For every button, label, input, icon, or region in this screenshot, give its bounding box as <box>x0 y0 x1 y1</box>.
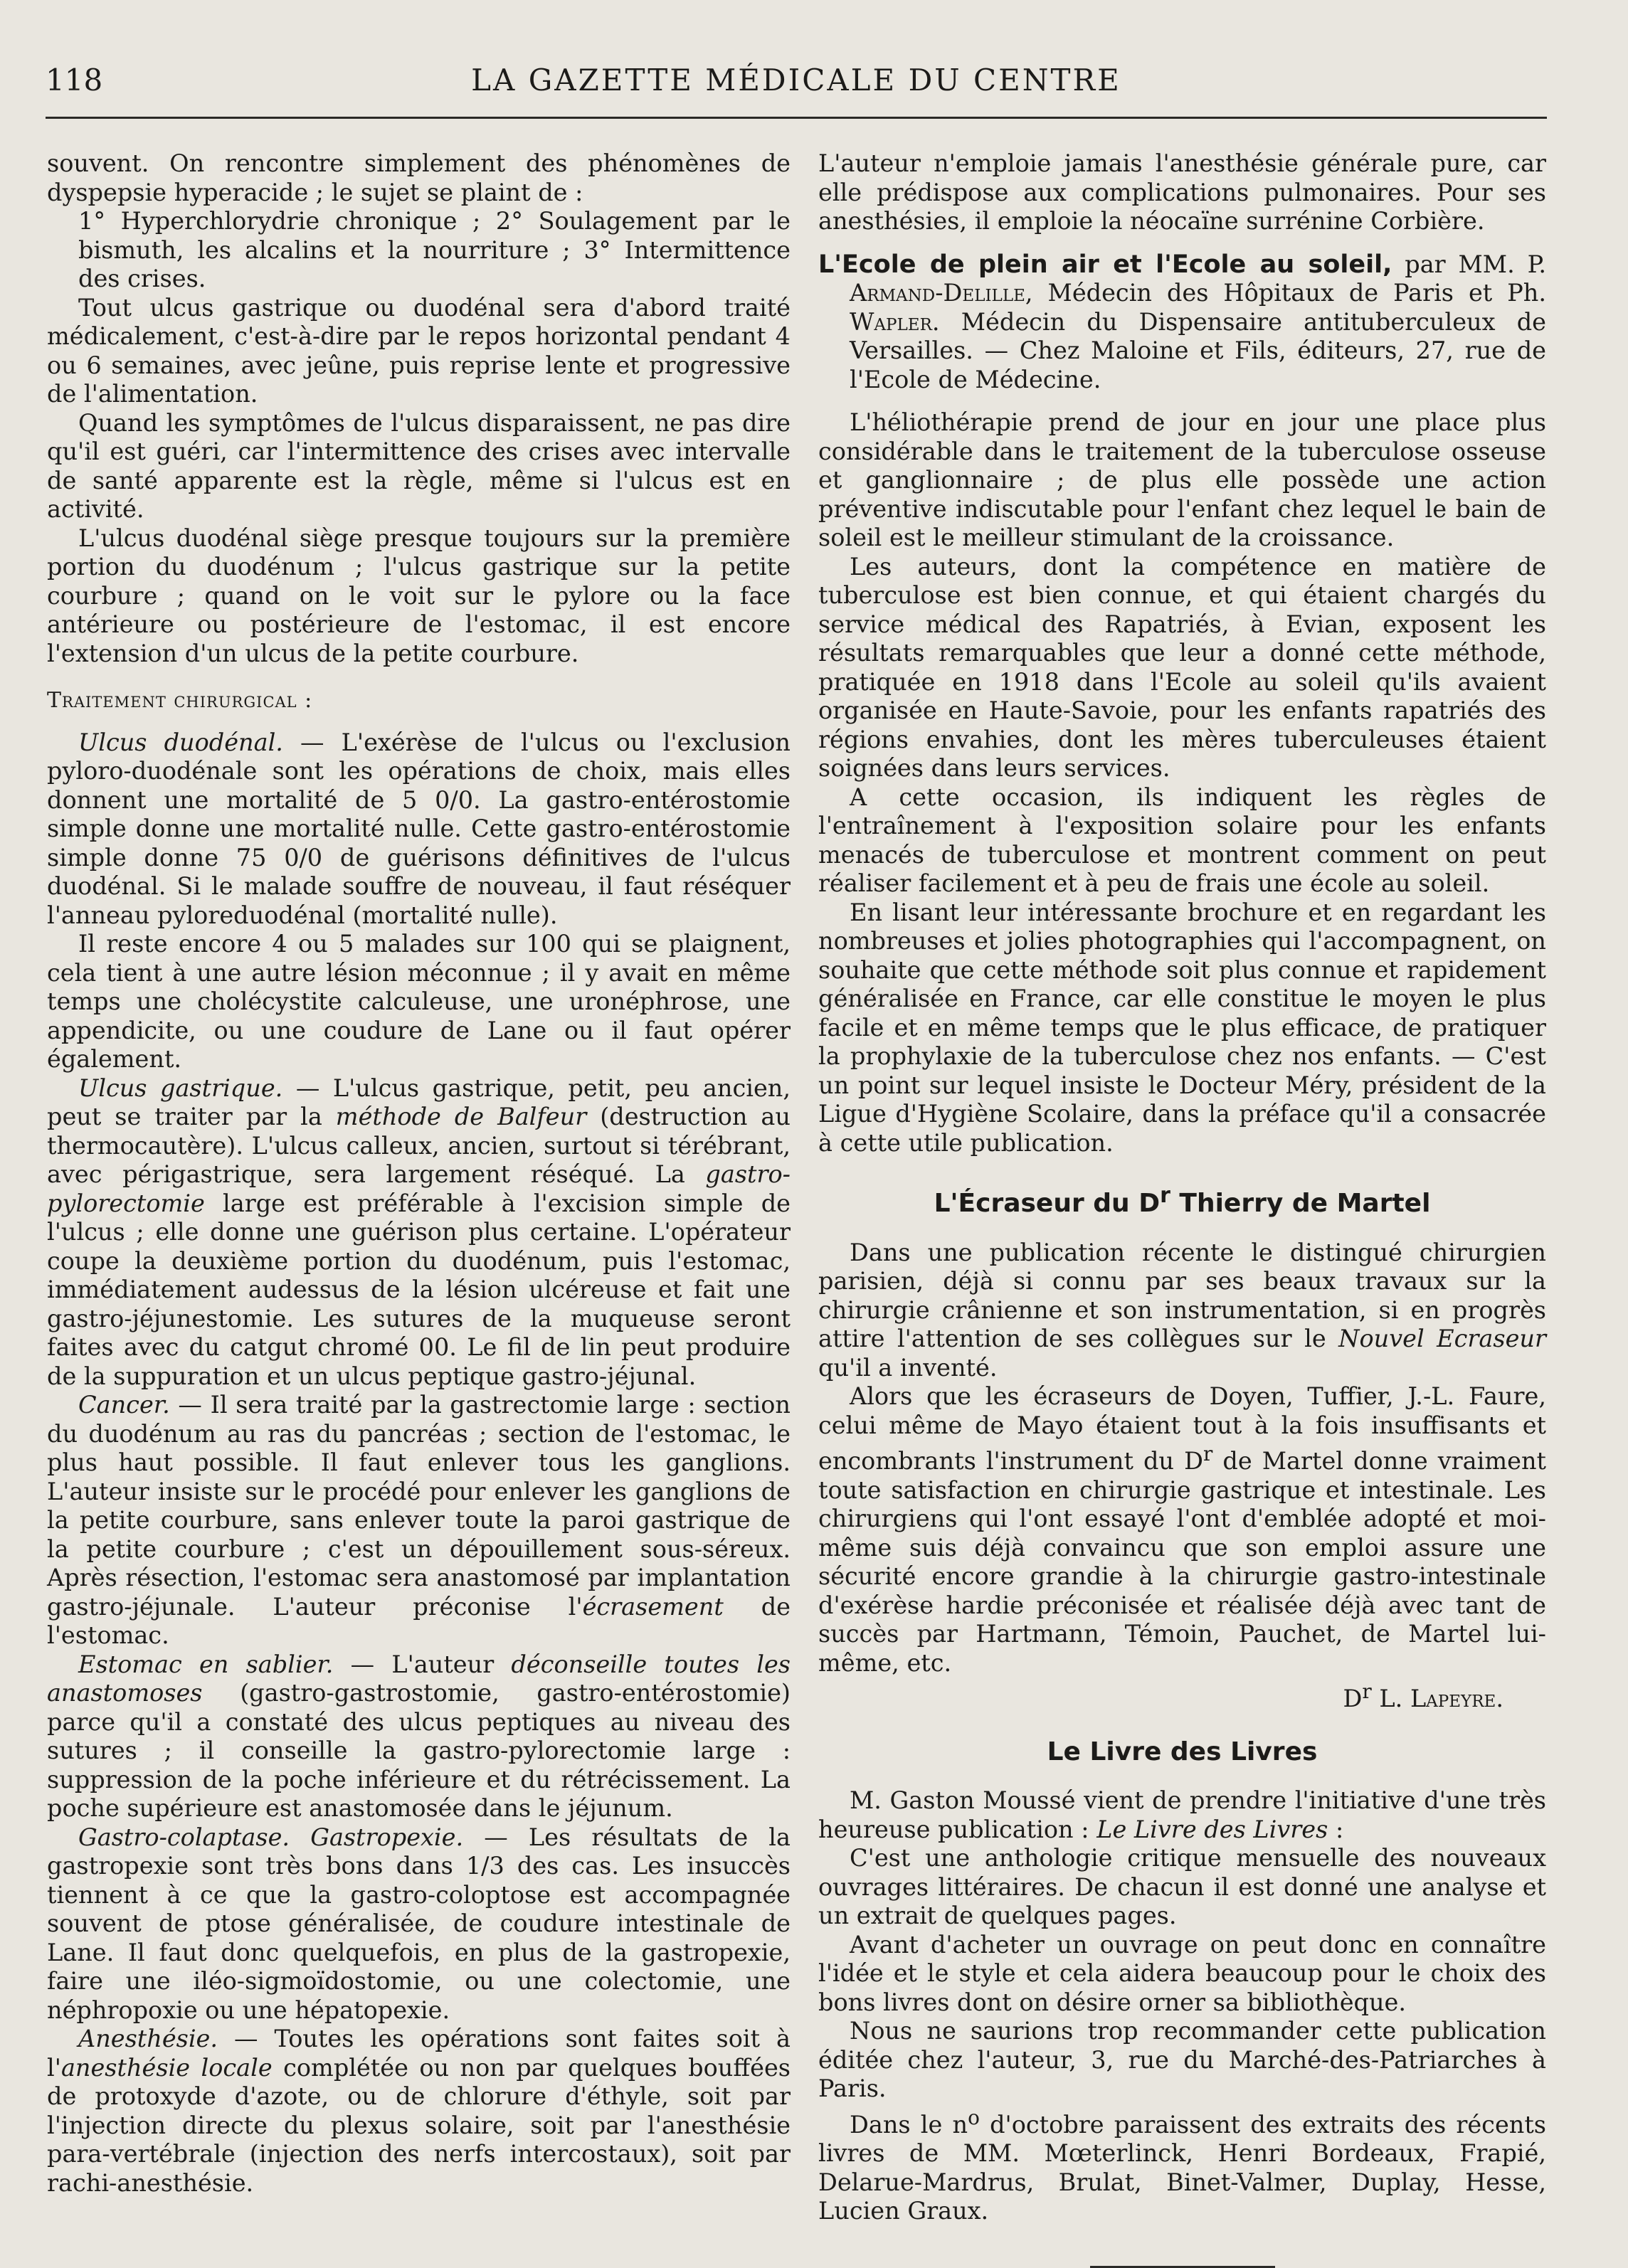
emphasis: anesthésie locale <box>60 2053 273 2082</box>
paragraph: Quand les symptômes de l'ulcus disparaissent, ne pas dire qu'il est guéri, car l'intermittence des crises avec intervalle de santé apparente est la règle, même si l'ulcus est en activité. <box>47 408 791 523</box>
paragraph-text: . Médecin du Dispensaire antituberculeux de Versailles. — Chez Maloine et Fils, éditeurs, 27, rue de l'Ecole de Médecine. <box>850 307 1546 393</box>
heading-text: Thierry de Martel <box>1170 1189 1431 1218</box>
header-rule <box>46 117 1547 119</box>
paragraph: Tout ulcus gastrique ou duodénal sera d'abord traité médicalement, c'est-à-dire par le repos horizontal pendant 4 ou 6 semaines, avec jeûne, puis reprise lente et progressive de l'alimentation. <box>47 293 791 408</box>
signature-name: Lapeyre. <box>1410 1685 1503 1713</box>
paragraph-gastropexie <box>47 1823 791 2025</box>
paragraph: Avant d'acheter un ouvrage on peut donc en connaître l'idée et le style et cela aidera beaucoup pour le choix des bons livres dont on désire orner sa bibliothèque. <box>818 1930 1546 2016</box>
right-column <box>818 149 1546 2268</box>
paragraph <box>818 2104 1546 2226</box>
paragraph-text: — L'exérèse de l'ulcus ou l'exclusion pyloro-duodénale sont les opérations de choix, mais elles donnent une mortalité de 5 0/0. La gastro-entérostomie simple donne une mortalité nulle. Cette gastro-entérostomie simple donne 75 0/0 de guérisons définitives de l'ulcus duodénal. Si le malade souffre de nouveau, il faut réséquer l'anneau pyloreduodénal (mortalité nulle). <box>47 728 791 929</box>
subsection-label: Anesthésie. <box>78 2025 218 2052</box>
paragraph-text: d'octobre paraissent des extraits des récents livres de MM. Mœterlinck, Henri Bordeaux, Frapié, Delarue-Mardrus, Brulat, Binet-Valmer, Duplay, Hesse, Lucien Graux. <box>818 2110 1546 2225</box>
book-review-heading <box>818 250 1546 395</box>
superscript: r <box>1362 1680 1372 1704</box>
paragraph-text: — Les résultats de la gastropexie sont très bons dans 1/3 des cas. Les insuccès tiennent à ce que la gastro-coloptose est accompagnée souvent de ptose généralisée, de coudure intestinale de Lane. Il faut donc quelquefois, en plus de la gastropexie, faire une iléo-sigmoïdostomie, ou une colectomie, une néphropoxie ou une hépatopexie. <box>47 1823 791 2024</box>
paragraph: A cette occasion, ils indiquent les règles de l'entraînement à l'exposition solaire pour les enfants menacés de tuberculose et montrent comment on peut réaliser facilement et à peu de frais une école au soleil. <box>818 783 1546 897</box>
signature <box>818 1678 1546 1714</box>
paragraph-ulcus-duodenal <box>47 728 791 931</box>
emphasis: Le Livre des Livres <box>1096 1815 1328 1843</box>
paragraph-text: large est préférable à l'excision simple de l'ulcus ; elle donne une guérison plus certaine. L'opérateur coupe la deuxième portion du duodénum, puis l'estomac, immédiatement audessus de la lésion ulcéreuse et fait une gastro-jéjunestomie. Les sutures de la muqueuse seront faites avec du catgut chromé 00. Le fil de lin peut produire de la suppuration et un ulcus peptique gastro-jéjunal. <box>47 1189 791 1390</box>
paragraph-text: de Martel donne vraiment toute satisfaction en chirurgie gastrique et intestinale. Les chirurgiens qui l'ont essayé l'ont d'emblée adopté et moi-même suis déjà convaincu que son emploi assure une sécurité encore grandie à la chirurgie gastro-intestinale d'exérèse hardie préconisée et réalisée déjà avec tant de succès par Hartmann, Témoin, Pauchet, de Martel lui-même, etc. <box>818 1447 1547 1677</box>
author-name: Armand-Delille <box>850 279 1025 307</box>
signature-text: L. <box>1371 1685 1410 1713</box>
emphasis: écrasement <box>582 1592 724 1621</box>
paragraph-text: M. Gaston Moussé vient de prendre l'initiative d'une très heureuse publication : <box>818 1786 1546 1843</box>
paragraph-text: — Il sera traité par la gastrectomie large : section du duodénum au ras du pancréas ; section de l'estomac, le plus haut possible. Il faut enlever tous les ganglions. L'auteur insiste sur le procédé pour enlever les ganglions de la petite courbure, sans enlever toute la paroi gastrique de la petite courbure ; c'est un dépouillement sous-séreux. Après résection, l'estomac sera anastomosé par implantation gastro-jéjunale. L'auteur préconise l' <box>47 1391 791 1621</box>
paragraph: En lisant leur intéressante brochure et en regardant les nombreuses et jolies photographies qui l'accompagnent, on souhaite que cette méthode soit plus connue et rapidement généralisée en France, car elle constitue le moyen le plus facile et en même temps que le plus efficace, de pratiquer la prophylaxie de la tuberculose chez nos enfants. — C'est un point sur lequel insiste le Docteur Méry, président de la Ligue d'Hygiène Scolaire, dans la préface qu'il a consacrée à cette utile publication. <box>818 898 1546 1157</box>
paragraph: L'auteur n'emploie jamais l'anesthésie générale pure, car elle prédispose aux complications pulmonaires. Pour ses anesthésies, il emploie la néocaïne surrénine Corbière. <box>818 149 1546 235</box>
paragraph-text: complétée ou non par quelques bouffées de protoxyde d'azote, ou de chlorure d'éthyle, soit par l'injection directe du plexus solaire, soit par l'anesthésie para-vertébrale (injection des nerfs intercostaux), soit par rachi-anesthésie. <box>47 2053 791 2197</box>
paragraph: L'ulcus duodénal siège presque toujours sur la première portion du duodénum ; l'ulcus gastrique sur la petite courbure ; quand on le voit sur le pylore ou la face antérieure ou postérieure de l'estomac, il est encore l'extension d'un ulcus de la petite courbure. <box>47 524 791 667</box>
paragraph: souvent. On rencontre simplement des phénomènes de dyspepsie hyperacide ; le sujet se plaint de : <box>47 149 791 206</box>
paragraph-sablier <box>47 1650 791 1823</box>
author-name: Wapler <box>850 307 932 336</box>
paragraph-cancer <box>47 1391 791 1650</box>
paragraph-text: : <box>1328 1815 1344 1843</box>
subsection-label: Gastro-colaptase. Gastropexie. <box>78 1823 464 1851</box>
superscript: r <box>1202 1442 1213 1466</box>
paragraph-text: par MM. P. <box>1392 250 1546 278</box>
paragraph: L'héliothérapie prend de jour en jour une place plus considérable dans le traitement de la tuberculose osseuse et ganglionnaire ; de plus elle possède une action préventive indiscutable pour l'enfant chez lequel le bain de soleil est le meilleur stimulant de la croissance. <box>818 408 1546 551</box>
paragraph: Il reste encore 4 ou 5 malades sur 100 qui se plaignent, cela tient à une autre lésion méconnue ; il y avait en même temps une cholécystite calculeuse, une uronéphrose, une appendicite, ou une coudure de Lane ou il faut opérer également. <box>47 930 791 1073</box>
section-heading-ecraseur <box>818 1182 1546 1219</box>
left-column <box>47 149 791 2198</box>
paragraph-text: Dans le n <box>850 2110 968 2139</box>
journal-title: LA GAZETTE MÉDICALE DU CENTRE <box>471 63 1121 97</box>
heading-text: L'Écraseur du D <box>934 1189 1161 1218</box>
emphasis: déconseille toutes les anastomoses <box>47 1650 791 1707</box>
subsection-label: Ulcus duodénal. <box>78 728 283 756</box>
paragraph <box>818 1382 1546 1678</box>
paragraph: 1° Hyperchlorydrie chronique ; 2° Soulagement par le bismuth, les alcalins et la nourriture ; 3° Intermittence des crises. <box>78 207 791 292</box>
paragraph-text: , Médecin des Hôpitaux de Paris et Ph. <box>1025 279 1546 307</box>
paragraph-text: qu'il a inventé. <box>818 1353 998 1382</box>
emphasis: gastro-pylorectomie <box>47 1160 791 1217</box>
page-number: 118 <box>46 63 103 97</box>
subsection-label: Ulcus gastrique. <box>78 1074 283 1102</box>
paragraph-text: Alors que les écraseurs de Doyen, Tuffier, J.-L. Faure, celui même de Mayo étaient tout à la fois insuffisants et encombrants l'instrument du D <box>818 1382 1546 1475</box>
section-subheading: Traitement chirurgical : <box>47 688 313 713</box>
subsection-label: Estomac en sablier. <box>78 1650 334 1678</box>
emphasis: méthode de Balfeur <box>335 1103 587 1130</box>
paragraph-text: — Toutes les opérations sont faites soit à l' <box>47 2025 791 2082</box>
section-heading-livre: Le Livre des Livres <box>1047 1737 1318 1766</box>
paragraph-anesthesie <box>47 2025 791 2198</box>
paragraph-text: (destruction au thermocautère). L'ulcus calleux, ancien, surtout si térébrant, avec périgastrique, sera largement réséqué. La <box>47 1103 791 1188</box>
superscript: o <box>968 2105 980 2129</box>
paragraph: Les auteurs, dont la compétence en matière de tuberculose est bien connue, et qui étaient chargés du service médical des Rapatriés, à Evian, exposent les résultats remarquables que leur a donné cette méthode, pratiquée en 1918 dans l'Ecole au soleil qu'ils avaient organisée en Haute-Savoie, pour les enfants rapatriés des régions envahies, dont les mères tuberculeuses étaient soignées dans leurs services. <box>818 552 1546 782</box>
paragraph: Nous ne saurions trop recommander cette publication éditée chez l'auteur, 3, rue du Marché-des-Patriarches à Paris. <box>818 2017 1546 2103</box>
paragraph-text: — L'ulcus gastrique, petit, peu ancien, peut se traiter par la <box>47 1074 791 1130</box>
paragraph: C'est une anthologie critique mensuelle des nouveaux ouvrages littéraires. De chacun il est donné une analyse et un extrait de quelques pages. <box>818 1844 1546 1930</box>
paragraph-text: (gastro-gastrostomie, gastro-entérostomie) parce qu'il a constaté des ulcus peptiques au niveau des sutures ; il conseille la gastro-pylorectomie large : suppression de la poche inférieure et du rétrécissement. La poche supérieure est anastomosée dans le jéjunum. <box>47 1679 791 1822</box>
paragraph-ulcus-gastrique <box>47 1074 791 1392</box>
paragraph <box>818 1786 1546 1844</box>
heading-sup: r <box>1160 1183 1170 1208</box>
book-title: L'Ecole de plein air et l'Ecole au soleil, <box>818 250 1392 279</box>
emphasis: Nouvel Ecraseur <box>1338 1325 1546 1352</box>
paragraph-text: Dans une publication récente le distingué chirurgien parisien, déjà si connu par ses beaux travaux sur la chirurgie crânienne et son instrumentation, si en progrès attire l'attention de ses collègues sur le <box>818 1238 1546 1352</box>
signature-text: D <box>1343 1685 1363 1713</box>
paragraph-text: de l'estomac. <box>47 1592 791 1649</box>
subsection-label: Cancer. <box>78 1391 170 1419</box>
running-head <box>46 60 1547 110</box>
paragraph-text: — L'auteur <box>333 1650 512 1678</box>
paragraph <box>818 1239 1546 1383</box>
